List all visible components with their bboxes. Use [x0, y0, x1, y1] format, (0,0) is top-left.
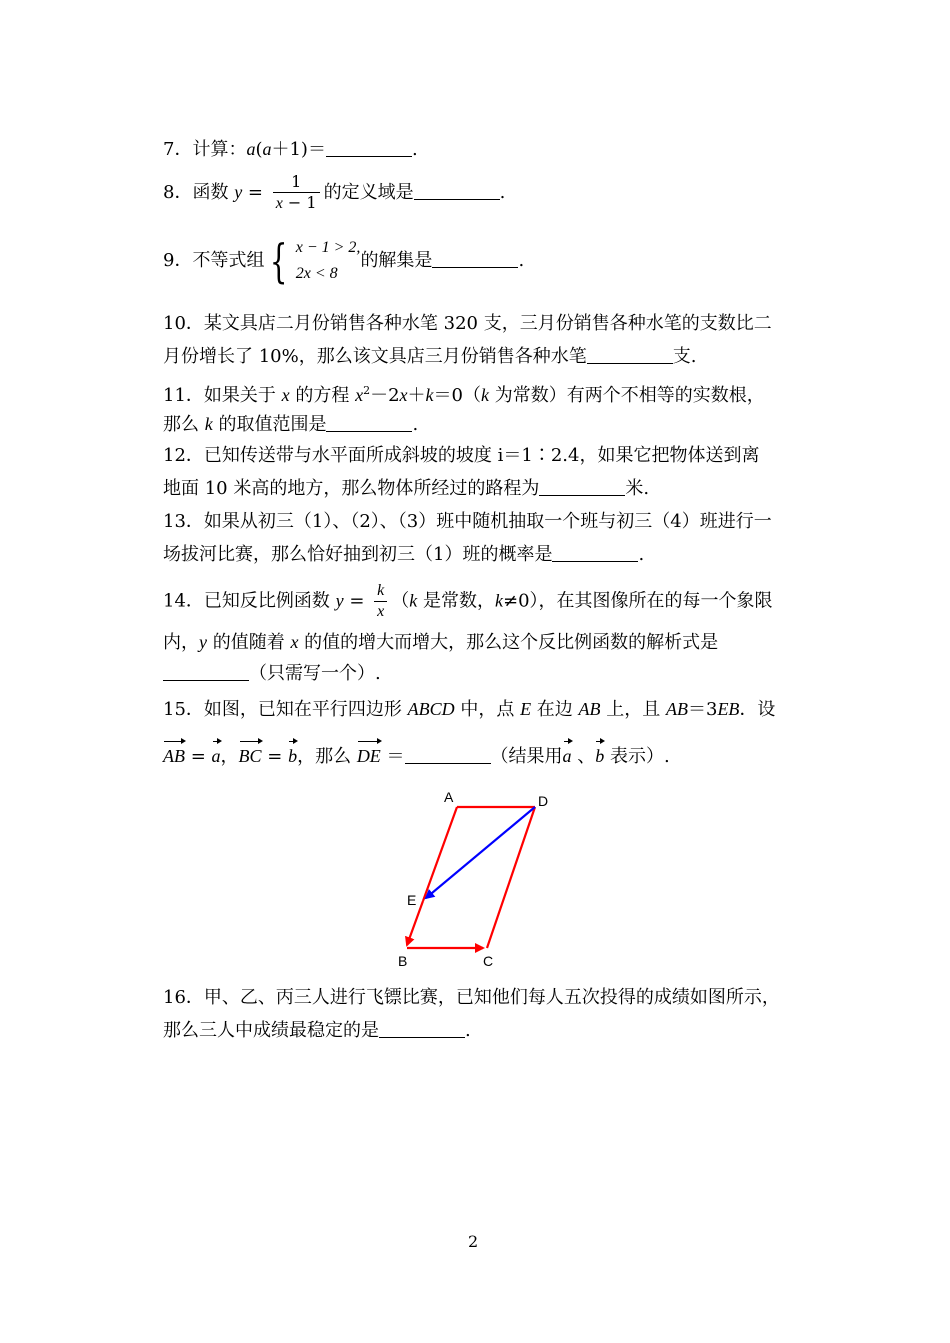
page-number: 2 — [468, 1232, 479, 1251]
question-14-line-3: （只需写一个）. — [163, 662, 381, 686]
inequality-system: { x − 1 > 2, 2x < 8 — [270, 234, 361, 288]
parallelogram-figure — [395, 785, 565, 975]
question-11-line-1: 11．如果关于 x 的方程 $x^2-2x+k=0(k$ 为常数）有两个不相等的实数根， — [163, 384, 765, 406]
question-15-line-2: AB = a，BC = b，那么 DE ＝ （结果用a 、b 表示）. — [163, 740, 670, 769]
question-12-line-1: 12．已知传送带与水平面所成斜坡的坡度 i＝1∶2.4，如果它把物体送到离 — [163, 445, 760, 466]
question-14-line-2: 内，y 的值随着 x 的值的增大而增大，那么这个反比例函数的解析式是 — [163, 632, 719, 653]
answer-blank — [326, 413, 412, 432]
question-10-line-2: 月份增长了 10%，那么该文具店三月份销售各种水笔 支. — [163, 346, 697, 367]
vector-ab: AB — [163, 740, 185, 768]
question-10-line-1: 10．某文具店二月份销售各种水笔 320 支，三月份销售各种水笔的支数比二 — [163, 313, 772, 334]
question-13-line-2: 场拔河比赛，那么恰好抽到初三（1）班的概率是 . — [163, 544, 645, 565]
vector-bc: BC — [239, 740, 262, 768]
vector-a: a — [563, 740, 572, 768]
answer-blank — [552, 543, 638, 562]
question-12-line-2: 地面 10 米高的地方，那么物体所经过的路程为 米. — [163, 478, 650, 499]
question-8: 8．函数 y = $\frac{1}{x - 1}$ 的定义域是 . — [163, 172, 506, 212]
left-brace: { — [270, 234, 288, 288]
question-11-line-2: 那么 k 的取值范围是 . — [163, 414, 419, 435]
answer-blank — [432, 249, 518, 268]
vector-a: a — [212, 740, 221, 768]
label-a: A — [444, 789, 454, 805]
vector-b: b — [288, 740, 297, 768]
answer-blank — [379, 1019, 465, 1038]
question-13-line-1: 13．如果从初三（1）、（2）、（3）班中随机抽取一个班与初三（4）班进行一 — [163, 511, 772, 532]
label-b: B — [398, 953, 408, 969]
label-d: D — [538, 793, 549, 809]
answer-blank — [163, 662, 249, 681]
answer-blank — [405, 745, 491, 764]
question-7: 7．计算：a(a＋1)＝ . — [163, 139, 418, 160]
fraction: $\frac{k}{x}$ — [374, 581, 387, 622]
label-e: E — [407, 892, 417, 908]
vector-de: DE — [357, 740, 381, 768]
answer-blank — [414, 181, 500, 200]
question-9: 9．不等式组 { x − 1 > 2, 2x < 8 的解集是 . — [163, 234, 525, 288]
label-c: C — [483, 953, 494, 969]
answer-blank — [587, 345, 673, 364]
answer-blank — [539, 477, 625, 496]
answer-blank — [326, 138, 412, 157]
question-15-line-1: 15．如图，已知在平行四边形 ABCD 中，点 E 在边 AB 上，且 AB＝3EB．设 — [163, 699, 776, 720]
fraction: $\frac{1}{x - 1}$ — [273, 172, 320, 214]
vector-b: b — [595, 740, 604, 768]
question-14-line-1: 14．已知反比例函数 y = $\frac{k}{x}$ （k 是常数，k≠0），在其图像所在的每一个象限 — [163, 582, 773, 620]
question-16-line-2: 那么三人中成绩最稳定的是 . — [163, 1020, 471, 1041]
question-16-line-1: 16．甲、乙、丙三人进行飞镖比赛，已知他们每人五次投得的成绩如图所示， — [163, 987, 780, 1008]
